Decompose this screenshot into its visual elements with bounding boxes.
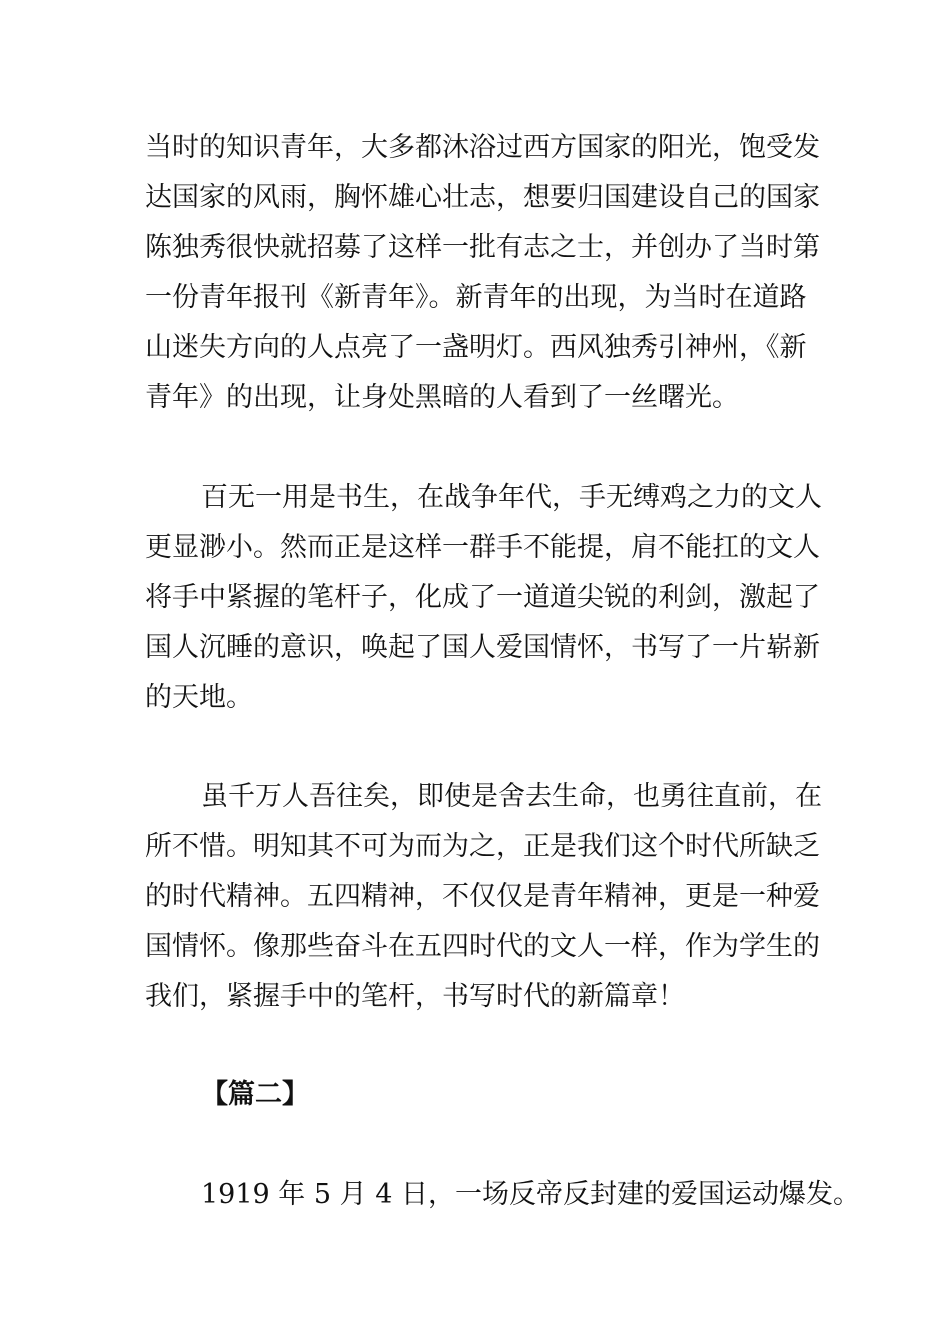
text-line: 虽千万人吾往矣，即使是舍去生命，也勇往直前，在 xyxy=(201,781,822,812)
text-line: 一份青年报刊《新青年》。新青年的出现，为当时在道路 xyxy=(145,282,807,313)
paragraph-4 xyxy=(145,1170,860,1220)
text-line: 陈独秀很快就招募了这样一批有志之士，并创办了当时第 xyxy=(145,232,820,263)
text-line: 将手中紧握的笔杆子，化成了一道道尖锐的利剑，激起了 xyxy=(145,582,820,613)
text-line: 1919 年 5 月 4 日，一场反帝反封建的爱国运动爆发。 xyxy=(201,1179,860,1210)
text-line: 我们，紧握手中的笔杆，书写时代的新篇章！ xyxy=(145,981,685,1012)
text-line: 达国家的风雨，胸怀雄心壮志，想要归国建设自己的国家 xyxy=(145,182,820,213)
text-line: 所不惜。明知其不可为而为之，正是我们这个时代所缺乏 xyxy=(145,831,820,862)
text-line: 山迷失方向的人点亮了一盏明灯。西风独秀引神州，《新 xyxy=(145,332,807,363)
text-line: 当时的知识青年，大多都沐浴过西方国家的阳光，饱受发 xyxy=(145,132,820,163)
paragraph-1 xyxy=(145,123,820,423)
text-line: 国人沉睡的意识，唤起了国人爱国情怀，书写了一片崭新 xyxy=(145,632,820,663)
text-line: 的天地。 xyxy=(145,682,253,713)
text-line: 青年》的出现，让身处黑暗的人看到了一丝曙光。 xyxy=(145,382,739,413)
section-heading xyxy=(145,1070,815,1120)
paragraph-2 xyxy=(145,473,822,723)
section-heading-text: 【篇二】 xyxy=(201,1079,309,1110)
text-line: 更显渺小。然而正是这样一群手不能提，肩不能扛的文人 xyxy=(145,532,820,563)
text-line: 的时代精神。五四精神，不仅仅是青年精神，更是一种爱 xyxy=(145,881,820,912)
text-line: 百无一用是书生，在战争年代，手无缚鸡之力的文人 xyxy=(201,482,822,513)
paragraph-3 xyxy=(145,772,822,1022)
text-line: 国情怀。像那些奋斗在五四时代的文人一样，作为学生的 xyxy=(145,931,820,962)
